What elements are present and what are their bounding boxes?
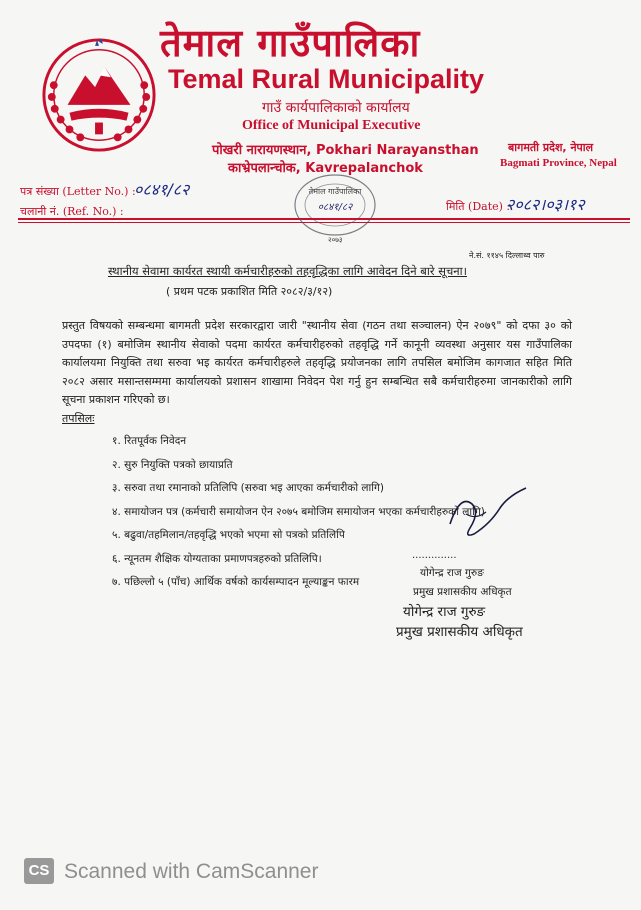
- stamp-text: तेमाल गाउँपालिका: [308, 187, 362, 196]
- letter-no-value: ०८४१/८२: [134, 180, 190, 199]
- letter-no-label: पत्र संख्या (Letter No.) :: [20, 185, 136, 198]
- list-item: १. रितपूर्वक निवेदन: [112, 435, 187, 447]
- list-item: ७. पछिल्लो ५ (पाँच) आर्थिक वर्षको कार्यसम्पादन मूल्याङ्कन फारम: [112, 576, 360, 588]
- body-paragraph: प्रस्तुत विषयको सम्बन्धमा बागमती प्रदेश सरकारद्वारा जारी "स्थानीय सेवा (गठन तथा सञ्चालन) ऐन २०७९" को दफा ३० को उपदफा (१) बमोजिम स्थानीय सेवाको पदमा कार्यरत कर्मचारीहरुको तहवृद्धि गर्ने कानूनी व्यवस्था अनुसार यस गाउँपालिका कार्यालयमा नियुक्ति तथा सरुवा भइ कार्यरत कर्मचारीहरुले तहवृद्धि प्रयोजनका लागि तपसिल बमोजिम कागजात सहित मिति २०८२ असार मसान्तसम्ममा कार्यालयको प्रशासन शाखामा निवेदन पेश गर्नु हुन सम्बन्धित सबै कर्मचारीहरुमा जानकारीको लागि सूचना प्रकाशन गरिएको छ।: [62, 319, 572, 406]
- office-name-en: Office of Municipal Executive: [242, 118, 421, 133]
- signature-dots: ..............: [412, 550, 457, 561]
- province-en: Bagmati Province, Nepal: [500, 157, 617, 169]
- notice-subject: स्थानीय सेवामा कार्यरत स्थायी कर्मचारीहरुको तहवृद्धिका लागि आवेदन दिने बारे सूचना।: [108, 264, 467, 278]
- list-item: ६. न्यूनतम शैक्षिक योग्यताका प्रमाणपत्रहरुको प्रतिलिपि।: [112, 552, 322, 565]
- municipality-emblem-icon: [40, 36, 158, 154]
- signatory-title-large: प्रमुख प्रशासकीय अधिकृत: [396, 624, 523, 640]
- stamp-number-text: ०८४१/८२: [317, 202, 353, 213]
- municipality-title-en: Temal Rural Municipality: [168, 64, 485, 94]
- list-item: २. सुरु नियुक्ति पत्रको छायाप्रति: [112, 458, 233, 471]
- address-line-2: काभ्रेपलान्चोक, Kavrepalanchok: [228, 161, 423, 176]
- address-line-1: पोखरी नारायणस्थान, Pokhari Narayansthan: [212, 143, 479, 158]
- signatory-title-small: प्रमुख प्रशासकीय अधिकृत: [413, 586, 512, 598]
- list-item: ४. समायोजन पत्र (कर्मचारी समायोजन ऐन २०७५ बमोजिम समायोजन भएका कर्मचारीहरुको लागि): [112, 505, 485, 518]
- ref-no-label: चलानी नं. (Ref. No.) :: [20, 205, 124, 218]
- scanner-watermark: Scanned with CamScanner: [64, 860, 319, 883]
- signatory-name-large: योगेन्द्र राज गुरुङ: [403, 604, 486, 620]
- list-item: ३. सरुवा तथा रमानाको प्रतिलिपि (सरुवा भइ आएका कर्मचारीको लागि): [112, 482, 384, 494]
- date-value: २०८२।०३।१२: [506, 195, 585, 214]
- stamp-year: २०७३: [328, 236, 343, 244]
- office-name-np: गाउँ कार्यपालिकाको कार्यालय: [262, 100, 410, 116]
- list-heading: तपसिलः: [62, 412, 95, 425]
- municipality-title-np: तेमाल गाउँपालिका: [160, 21, 421, 65]
- camscanner-logo-icon: CS: [24, 858, 54, 884]
- signatory-name-small: योगेन्द्र राज गुरुङ: [420, 567, 484, 579]
- list-item: ५. बढुवा/तहमिलान/तहवृद्धि भएको भएमा सो पत्रको प्रतिलिपि: [112, 529, 345, 541]
- notice-body: [62, 317, 572, 410]
- province-np: बागमती प्रदेश, नेपाल: [508, 141, 594, 154]
- published-date: ( प्रथम पटक प्रकाशित मिति २०८२/३/१२): [166, 285, 333, 298]
- handwritten-signature-icon: [430, 484, 530, 544]
- nepal-samvat-date: ने.सं. ११४५ दिल्लाथ्व पारु: [469, 251, 545, 260]
- office-stamp-icon: [290, 170, 380, 240]
- date-label: मिति (Date) :: [446, 200, 511, 213]
